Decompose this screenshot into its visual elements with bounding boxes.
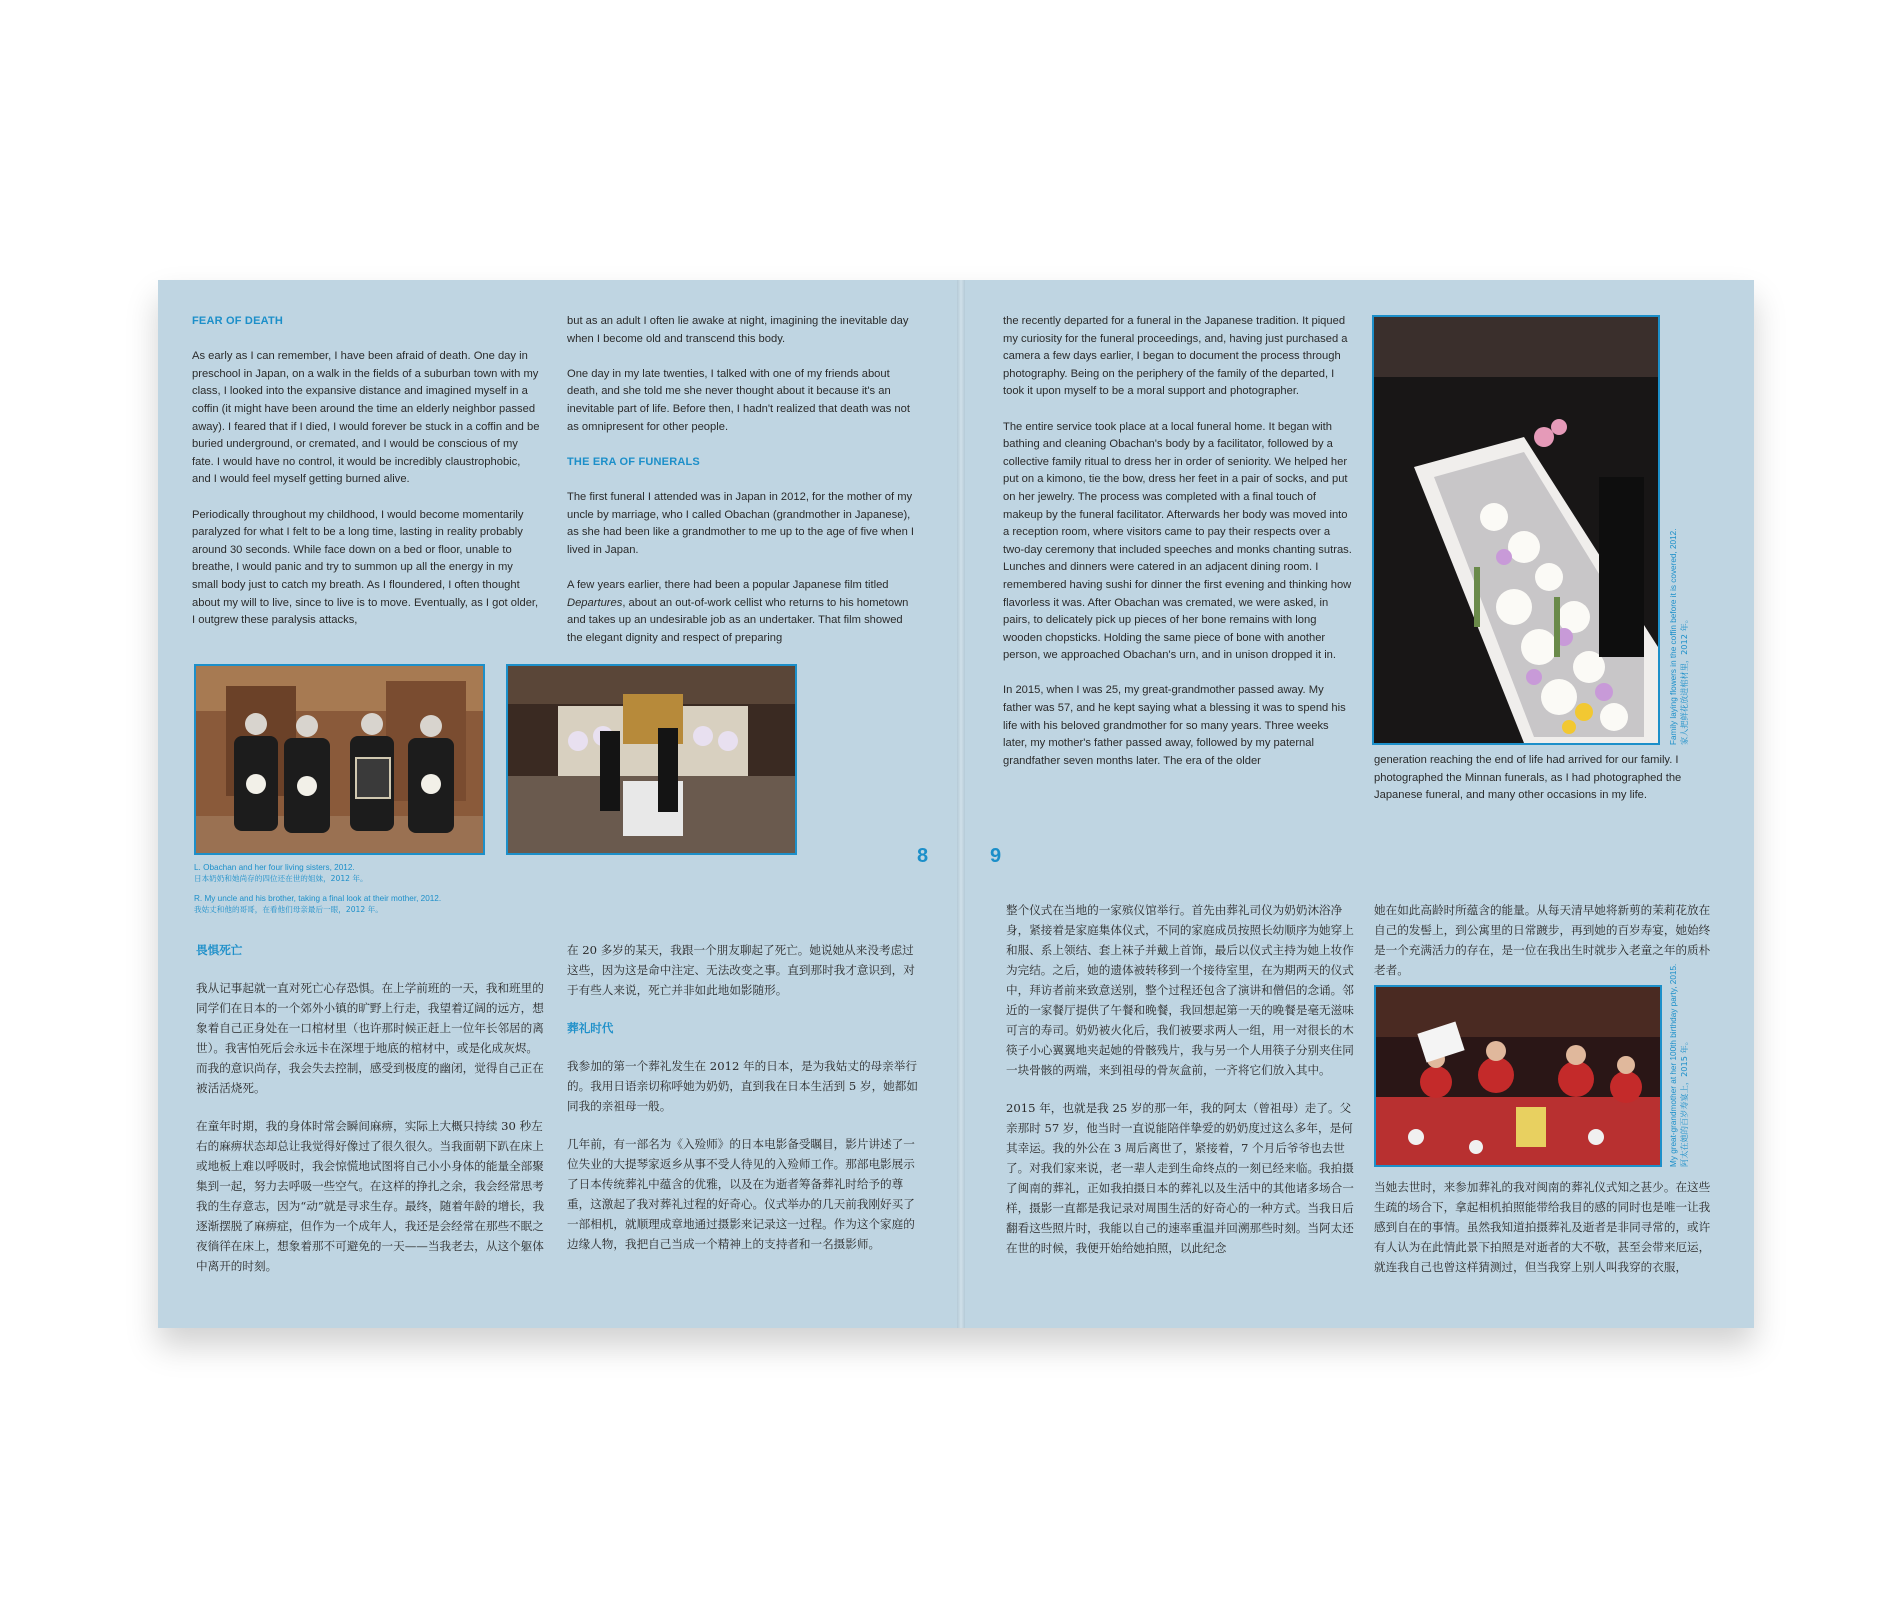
left-zh-column-2: [567, 940, 919, 1272]
film-title: Departures: [567, 596, 623, 609]
paragraph-zh: 我参加的第一个葬礼发生在 2012 年的日本，是为我姑丈的母亲举行的。我用日语亲切称呼她为奶奶，直到我在日本生活到 5 岁，她都如同我的亲祖母一般。: [567, 1059, 918, 1113]
photo-sisters: [194, 664, 485, 855]
caption-en: Family laying flowers in the coffin before it is covered, 2012.: [1669, 528, 1678, 745]
page-number-right: 9: [990, 845, 1002, 867]
paragraph: The first funeral I attended was in Japan in 2012, for the mother of my uncle by marriage, who I called Obachan (grandmother in Japanese), as she had been like a grandmother to me up to the age of five when I lived in Japan.: [567, 490, 915, 556]
right-en-column-2: [1374, 752, 1714, 822]
photo-final-look-image: [508, 666, 795, 853]
paragraph-zh: 几年前，有一部名为《入殓师》的日本电影备受瞩目，影片讲述了一位失业的大提琴家返乡从事不受人待见的入殓师工作。那部电影展示了日本传统葬礼中蕴含的优雅，以及在为逝者筹备葬礼时给予的尊重，这激起了我对葬礼过程的好奇心。仪式举办的几天前我刚好买了一部相机，就顺理成章地通过摄影来记录这一过程。作为这个家庭的边缘人物，我把自己当成一个精神上的支持者和一名摄影师。: [567, 1137, 915, 1251]
text: , about an out-of-work cellist who returns to his hometown and takes up an undesirable job as an undertaker. That film showed the elegant dignity and respect of preparing: [567, 596, 909, 644]
photo-final-look: [506, 664, 797, 855]
paragraph: One day in my late twenties, I talked with one of my friends about death, and she told me she never thought about it because it's an inevitable part of life. Before then, I hadn't realized that death was not as omnipresent for other people.: [567, 367, 910, 433]
paragraph-zh: 2015 年，也就是我 25 岁的那一年，我的阿太（曾祖母）走了。父亲那时 57 岁，他当时一直说能陪伴挚爱的奶奶度过这么多年，是何其幸运。我的外公在 3 周后离世了，紧接着，7 个月后爷爷也去世了。对我们家来说，老一辈人走到生命终点的一刻已经来临。我拍摄了闽南的葬礼，正如我拍摄日本的葬礼以及生活中的其他诸多场合一样，摄影一直都是我记录对周围生活的好奇心的一种方式。当我日后翻看这些照片时，我能以自己的速率重温并回溯那些时刻。当阿太还在世的时候，我便开始给她拍照，以此纪念: [1006, 1101, 1354, 1255]
caption-zh: 家人把鲜花放进棺材里，2012 年。: [1679, 615, 1689, 745]
heading-zh-fear: 畏惧死亡: [196, 943, 243, 957]
right-en-column-1: [1003, 313, 1353, 788]
caption-en: R. My uncle and his brother, taking a final look at their mother, 2012.: [194, 894, 442, 903]
caption-en: L. Obachan and her four living sisters, 2012.: [194, 863, 355, 872]
photo-flowers-image: [1374, 317, 1658, 743]
photo-birthday-party: [1374, 985, 1662, 1167]
caption-en: My great-grandmother at her 100th birthday party, 2015.: [1669, 963, 1678, 1167]
paragraph: but as an adult I often lie awake at night, imagining the inevitable day when I become old and transcend this body.: [567, 315, 909, 345]
book-gutter: [957, 280, 965, 1328]
paragraph: The entire service took place at a local funeral home. It began with bathing and cleaning Obachan's body by a facilitator, followed by a collective family ritual to dress her in order of seniority. We helped her put on a kimono, tie the bow, dress her feet in a pair of socks, and put on her jewelry. The process was completed with a final touch of makeup by the funeral facilitator. Afterwards her body was moved into a reception room, where visitors came to pay their respects over a two-day ceremony that included speeches and monks chanting sutras. Lunches and dinners were catered in an adjacent dining room. I remembered having sushi for dinner the first evening and thinking how flavorless it was. After Obachan was cremated, we were asked, in pairs, to delicately pick up pieces of her bone remains with long wooden chopsticks. Holding the same piece of bone with another person, we approached Obachan's urn, and in unison dropped it in.: [1003, 420, 1352, 662]
text: A few years earlier, there had been a popular Japanese film titled: [567, 578, 889, 591]
photo-party-image: [1376, 987, 1660, 1165]
right-zh-column-1: [1006, 900, 1358, 1276]
heading-zh-funerals: 葬礼时代: [567, 1021, 614, 1035]
paragraph-zh: 当她去世时，来参加葬礼的我对闽南的葬礼仪式知之甚少。在这些生疏的场合下，拿起相机拍照能带给我目的感的同时也是唯一让我感到自在的事情。虽然我知道拍摄葬礼及逝者是非同寻常的，或许有人认为在此情此景下拍照是对逝者的大不敬，甚至会带来厄运，就连我自己也曾这样猜测过，但当我穿上别人叫我穿的衣服，: [1374, 1180, 1711, 1274]
heading-era-of-funerals: THE ERA OF FUNERALS: [567, 455, 700, 468]
paragraph: In 2015, when I was 25, my great-grandmother passed away. My father was 57, and he kept saying what a blessing it was to spend his life with his beloved grandmother for so many years. Three weeks later, my mother's father passed away, followed by my paternal grandfather seven months later. The era of the older: [1003, 684, 1346, 767]
paragraph-zh: 在童年时期，我的身体时常会瞬间麻痹，实际上大概只持续 30 秒左右的麻痹状态却总让我觉得好像过了很久很久。当我面朝下趴在床上或地板上难以呼吸时，我会惊慌地试图将自己小小身体的能量全部聚集到一起，努力去呼吸一些空气。在这样的挣扎之余，我会经常思考我的生存意志，因为“动”就是寻求生存。最终，随着年龄的增长，我逐渐摆脱了麻痹症，但作为一个成年人，我还是会经常在那些不眠之夜徜徉在床上，想象着那不可避免的一天——当我老去，从这个躯体中离开的时刻。: [196, 1119, 545, 1273]
paragraph: the recently departed for a funeral in the Japanese tradition. It piqued my curiosity for the funeral proceedings, and, having just purchased a camera a few days earlier, I began to document the process through photography. Being on the periphery of the family of the departed, I took it upon myself to be a moral support and photographer.: [1003, 315, 1348, 398]
paragraph-zh: 在 20 多岁的某天，我跟一个朋友聊起了死亡。她说她从来没考虑过这些，因为这是命中注定、无法改变之事。直到那时我才意识到，对于有些人来说，死亡并非如此地如影随形。: [567, 943, 915, 997]
paragraph: [567, 577, 919, 647]
paragraph-zh: 整个仪式在当地的一家殡仪馆举行。首先由葬礼司仪为奶奶沐浴净身，紧接着是家庭集体仪式，不同的家庭成员按照长幼顺序为她穿上和服、系上领结、套上袜子并戴上首饰，最后以仪式主持为她上妆作为完结。之后，她的遗体被转移到一个接待室里，在为期两天的仪式中，拜访者前来致意送别，整个过程还包含了演讲和僧侣的念诵。邻近的一家餐厅提供了午餐和晚餐，我回想起第一天的晚餐是毫无滋味可言的寿司。奶奶被火化后，我们被要求两人一组，用一对很长的木筷子小心翼翼地夹起她的骨骸残片，我与另一个人用筷子分别夹住同一块骨骸的两端，来到祖母的骨灰盒前，一齐将它们放入其中。: [1006, 903, 1354, 1077]
caption-right-photo: [194, 893, 494, 915]
paragraph: As early as I can remember, I have been afraid of death. One day in preschool in Japan, on a walk in the fields of a suburban town with my class, I looked into the expansive distance and imagined myself in a coffin (it might have been around the time an elderly neighbor passed away). I feared that if I died, I would forever be stuck in a coffin and be buried underground, or cremated, and I would be conscious of my fate. I would have no control, it would be incredibly claustrophobic, and I would feel myself getting burned alive.: [192, 350, 540, 486]
page-number-left: 8: [917, 845, 929, 867]
caption-left-photo: [194, 862, 494, 884]
paragraph: Periodically throughout my childhood, I would become momentarily paralyzed for what I felt to be a long time, lasting in reality probably around 30 seconds. While face down on a bed or floor, unable to breathe, I would panic and try to summon up all the energy in my small body just to catch my breath. As I floundered, I often thought about my will to live, since to live is to move. Eventually, as I got older, I outgrew these paralysis attacks,: [192, 508, 539, 627]
left-en-column-2: [567, 313, 919, 665]
photo-sisters-image: [196, 666, 483, 853]
caption-flowers-vertical: [1668, 529, 1690, 745]
right-zh-column-2b: [1374, 1177, 1720, 1295]
caption-zh: 日本奶奶和她尚存的四位还在世的姐妹，2012 年。: [194, 874, 368, 883]
photo-flowers-coffin: [1372, 315, 1660, 745]
heading-fear-of-death: FEAR OF DEATH: [192, 315, 284, 327]
left-zh-column-1: [196, 940, 548, 1294]
paragraph-zh: 她在如此高龄时所蕴含的能量。从每天清早她将新剪的茉莉花放在自己的发髻上，到公寓里的日常踱步，再到她的百岁寿宴，她始终是一个充满活力的存在，是一位在我出生时就步入老童之年的质朴老者。: [1374, 903, 1711, 977]
paragraph: generation reaching the end of life had arrived for our family. I photographed the Minnan funerals, as I had photographed the Japanese funeral, and many other occasions in my life.: [1374, 754, 1682, 802]
caption-zh: 我姑丈和他的哥哥，在看他们母亲最后一眼，2012 年。: [194, 905, 383, 914]
caption-zh: 阿太在她的百岁寿宴上，2015 年。: [1679, 1037, 1689, 1167]
paragraph-zh: 我从记事起就一直对死亡心存恐惧。在上学前班的一天，我和班里的同学们在日本的一个郊外小镇的旷野上行走，我望着辽阔的远方，想象着自己正身处在一口棺材里（也许那时候正赶上一位年长邻居的离世）。我害怕死后会永远卡在深埋于地底的棺材中，或是化成灰烬。而我的意识尚存，我会失去控制，感受到极度的幽闭，觉得自己正在被活活烧死。: [196, 981, 544, 1095]
caption-party-vertical: [1668, 964, 1690, 1167]
left-en-column-1: [192, 313, 542, 647]
